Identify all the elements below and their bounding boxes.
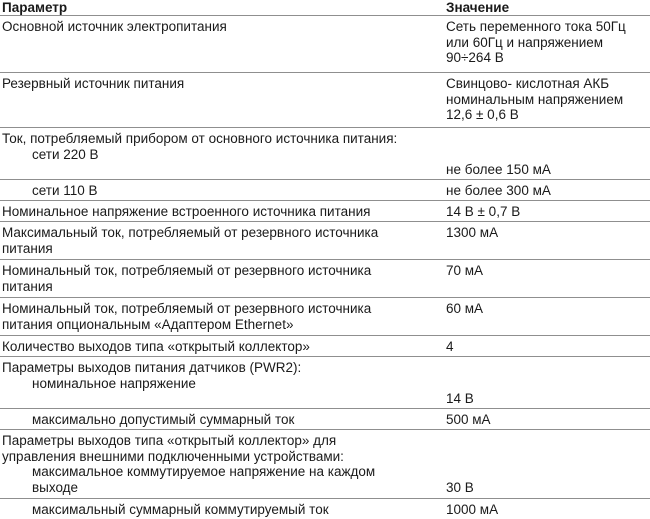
row-param: Номинальный ток, потребляемый от резервного источника питания [2, 263, 372, 294]
header-value: Значение [446, 0, 510, 15]
table-row [0, 201, 650, 222]
table-row [0, 409, 650, 430]
table-row [0, 16, 650, 73]
row-value: не более 150 мА [446, 162, 551, 177]
row-value: 60 мА [446, 301, 484, 316]
row-value: 14 В ± 0,7 В [446, 204, 521, 219]
table-row [0, 357, 650, 409]
row-param: сети 110 В [32, 183, 98, 198]
row-value: Свинцово- кислотная АКБ номинальным напряжением 12,6 ± 0,6 В [446, 76, 624, 122]
table-row [0, 298, 650, 336]
row-param: максимально допустимый суммарный ток [32, 412, 295, 427]
table-row [0, 73, 650, 128]
row-value: 70 мА [446, 263, 484, 278]
row-param: Номинальное напряжение встроенного источника питания [2, 204, 371, 219]
row-param: Номинальный ток, потребляемый от резервного источника питания опциональным «Адаптером Ethernet» [2, 301, 372, 332]
row-param: Основной источник электропитания [2, 19, 227, 34]
row-param: максимальный суммарный коммутируемый ток [32, 502, 329, 517]
row-value: 30 В [446, 479, 474, 495]
row-param: Параметры выходов типа «открытый коллектор» для управления внешними подключенными устройствами: максимальное коммутируемое напряжение на каждом выходе [2, 433, 376, 495]
row-value: Сеть переменного тока 50Гц или 60Гц и напряжением 90÷264 В [446, 19, 626, 65]
row-param: Параметры выходов питания датчиков (PWR2): номинальное напряжение [2, 360, 302, 391]
table-row [0, 128, 650, 180]
table-row [0, 499, 650, 519]
table-row [0, 430, 650, 499]
row-value: 1000 мА [446, 502, 499, 517]
header-param: Параметр [2, 0, 68, 15]
row-value: не более 300 мА [446, 183, 551, 198]
row-value: 1300 мА [446, 225, 499, 240]
row-value: 14 В [446, 391, 474, 406]
row-param: Резервный источник питания [2, 76, 185, 91]
row-param: Ток, потребляемый прибором от основного источника питания: сети 220 В [2, 131, 398, 162]
table-row [0, 260, 650, 298]
table-header-row [0, 0, 650, 16]
table-row [0, 336, 650, 357]
row-param: Количество выходов типа «открытый коллектор» [2, 339, 310, 354]
table-row [0, 180, 650, 201]
table-row [0, 222, 650, 260]
row-value: 500 мА [446, 412, 491, 427]
row-value: 4 [446, 339, 454, 354]
row-param: Максимальный ток, потребляемый от резервного источника питания [2, 225, 379, 256]
